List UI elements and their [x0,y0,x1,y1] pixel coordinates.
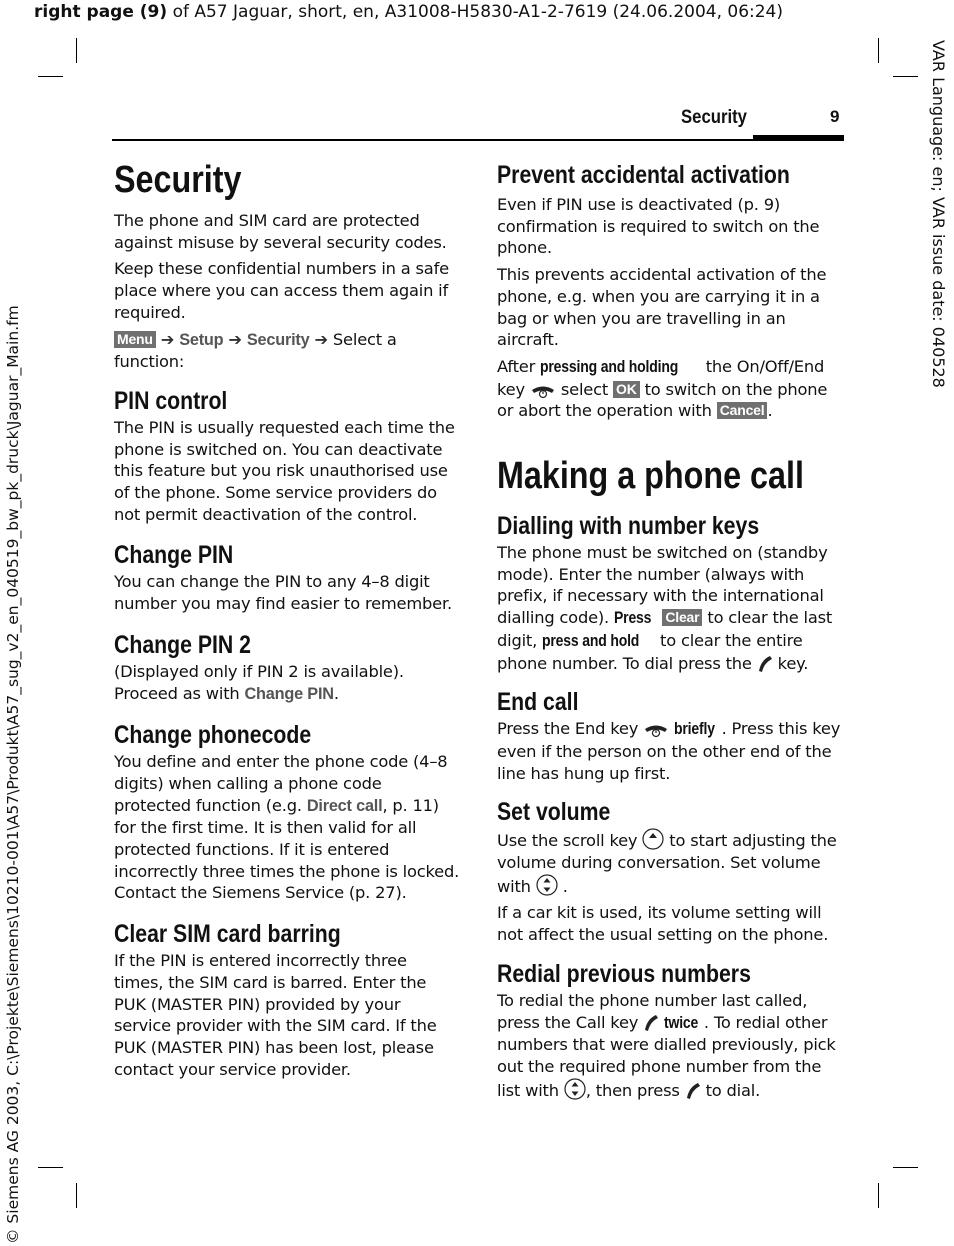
crop-mark [76,38,77,63]
heading-clear-sim: Clear SIM card barring [114,920,341,949]
menu-softkey: Menu [114,331,156,348]
header-tab [753,135,844,141]
arrow-right-icon: ➔ [160,329,175,349]
call-key-icon [643,1014,659,1032]
heading-pin-control: PIN control [114,386,228,415]
heading-change-phonecode: Change phonecode [114,721,312,750]
call-key-icon [685,1082,701,1100]
job-info: of A57 Jaguar, short, en, A31008-H5830-A1-2-7619 (24.06.2004, 06:24) [172,2,784,22]
prevent-body-3: After pressing and holding the On/Off/End key select OK to switch on the phone or abort the operation with Cancel . [497,356,828,421]
scroll-up-icon [642,828,664,850]
menu-path [114,329,460,373]
page-number: 9 [830,107,840,126]
crop-mark [893,1167,918,1168]
scroll-updown-icon [536,874,558,896]
section-title-making-call: Making a phone call [497,455,804,498]
arrow-right-icon: ➔ [314,329,328,349]
bold-twice: twice [664,1013,699,1032]
change-pin-body: You can change the PIN to any 4–8 digit number you may find easier to remember. [114,572,452,614]
heading-redial: Redial previous numbers [497,959,751,988]
bold-press-hold: press and hold [542,631,640,650]
dialling-body: The phone must be switched on (standby mode). Enter the number (always with prefix, if necessary with the international dialling code). Press Clear to clear the last digit, press and hold to clear the entire phone number. To dial press the key. [497,543,833,673]
call-key-icon [757,655,773,673]
volume-carkit: If a car kit is used, its volume setting will not affect the usual setting on the phone. [497,903,829,945]
crop-mark [893,76,918,77]
scroll-updown-icon [564,1078,586,1100]
end-key-icon [643,722,669,738]
crop-mark [76,1183,77,1208]
menu-ref-direct-call: Direct call [306,796,383,815]
heading-change-pin2: Change PIN 2 [114,630,251,659]
menu-path-tail: Select a function: [114,329,397,372]
ok-softkey: OK [613,381,640,398]
crop-mark [878,1183,879,1208]
menu-ref-setup: Setup [179,330,224,349]
header-rule [112,139,844,141]
cancel-softkey: Cancel [717,402,768,419]
prevent-body-2: This prevents accidental activation of the phone, e.g. when you are carrying it in a bag or when you are travelling in an aircraft. [497,265,827,350]
heading-end-call: End call [497,688,579,717]
clear-sim-body: If the PIN is entered incorrectly three times, the SIM card is barred. Enter the PUK (MASTER PIN) provided by your service provider with the SIM card. If the PUK (MASTER PIN) has been lost, please contact your service provider. [114,951,437,1079]
heading-dialling: Dialling with number keys [497,512,760,541]
crop-mark [38,76,63,77]
print-job-line [34,2,783,22]
pin-control-body: The PIN is usually requested each time the phone is switched on. You can deactivate this feature but you risk unauthorised use of the phone. Some service providers do not permit deactivation of the control. [114,417,455,524]
security-intro: The phone and SIM card are protected against misuse by several security codes. [114,211,447,252]
right-column [497,156,843,1106]
right-margin-text: VAR Language: en; VAR issue date: 040528 [929,40,948,388]
running-title: Security [681,107,747,128]
prevent-body-1: Even if PIN use is deactivated (p. 9) confirmation is required to switch on the phone. [497,195,820,258]
arrow-right-icon: ➔ [228,329,242,349]
menu-ref-security: Security [246,330,310,349]
bold-briefly: briefly [674,720,715,739]
menu-ref-change-pin: Change PIN [244,684,334,703]
crop-mark [38,1167,63,1168]
job-label: right page (9) [34,2,168,22]
section-title-security: Security [114,159,242,201]
crop-mark [878,38,879,63]
change-pin2-body: (Displayed only if PIN 2 is available). Proceed as with Change PIN. [114,661,404,703]
security-confidential: Keep these confidential numbers in a safe place where you can access them again if required. [114,259,449,322]
left-margin-text: © Siemens AG 2003, C:\Projekte\Siemens\10210-001\A57\Produkt\A57_sug_v2_en_040519_bw_pk_druck\Jaguar_Main.fm [4,305,22,1244]
heading-change-pin: Change PIN [114,541,234,570]
clear-softkey: Clear [662,609,702,626]
volume-body: Use the scroll key to start adjusting the volume during conversation. Set volume with . [497,828,843,897]
bold-pressing-holding: pressing and holding [540,357,679,376]
heading-prevent-activation: Prevent accidental activation [497,161,790,189]
end-call-body: Press the End key briefly . Press this key even if the person on the other end of the line has hung up first. [497,719,841,783]
redial-body: To redial the phone number last called, press the Call key twice . To redial other numbers that were dialled previously, pick out the required phone number from the list with , then press to dial. [497,990,836,1100]
bold-press: Press [614,609,652,628]
end-key-icon [530,383,556,399]
change-phonecode-body: You define and enter the phone code (4–8 digits) when calling a phone code protected function (e.g. Direct call, p. 11) for the first time. It is then valid for all protected functions. If it is entered incorrectly three times the phone is locked. Contact the Siemens Service (p. 27). [114,752,460,903]
heading-set-volume: Set volume [497,798,611,827]
left-column [114,156,460,1085]
